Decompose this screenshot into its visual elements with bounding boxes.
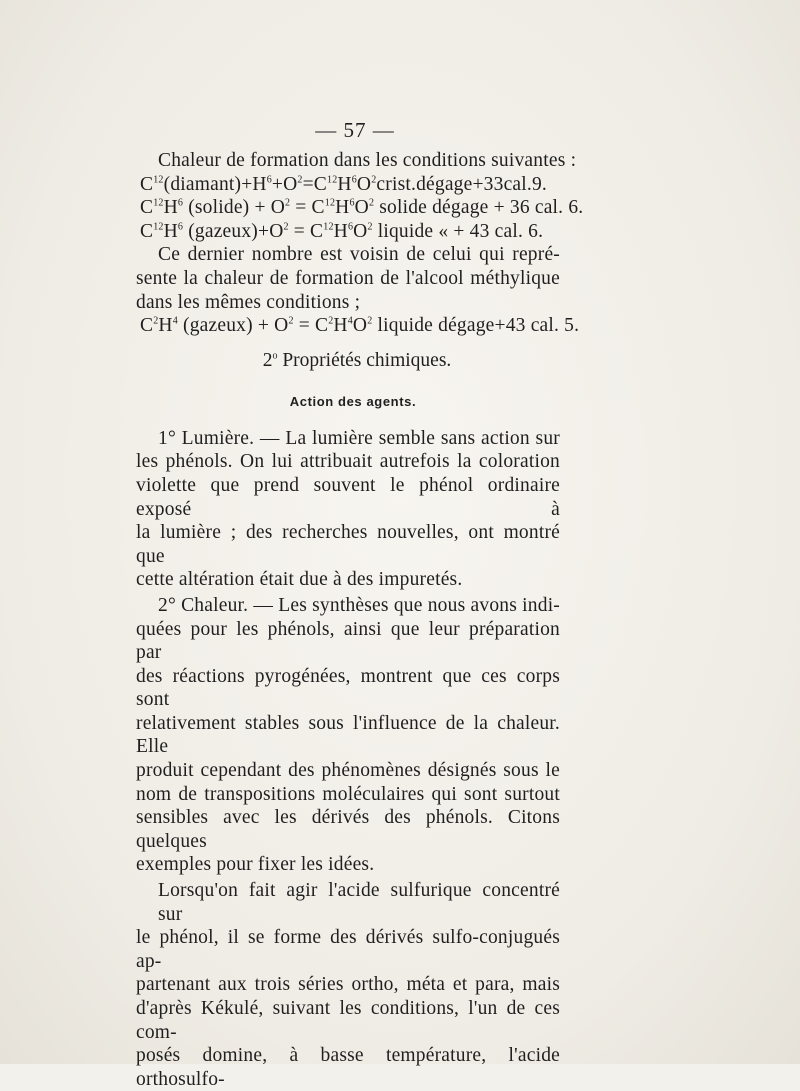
paragraph-line: la lumière ; des recherches nouvelles, ont montré que <box>136 522 560 567</box>
paragraph-chaleur <box>136 594 560 877</box>
paragraph-line: 2° Chaleur. — Les synthèses que nous avons indi- <box>158 594 560 616</box>
page-content <box>136 118 584 1091</box>
formula-line-4: $C^2H^4$ (gazeux) + $O^2 = C^2H^4O^2$ liquide dégage+43 cal. 5. <box>140 315 580 337</box>
paragraph-line: Lorsqu'on fait agir l'acide sulfurique concentré sur <box>158 880 560 925</box>
paragraph-line: 1° Lumière. — La lumière semble sans action sur <box>158 427 560 449</box>
formula-line-1: $C^{12}(diamant)+H^6+O^2=C^{12}H^6O^2crist.dégage+33cal.9$. <box>140 173 548 195</box>
paragraph-line: posés domine, à basse température, l'acide orthosulfo- <box>136 1045 560 1090</box>
paragraph-line: produit cependant des phénomènes désignés sous le <box>136 760 560 782</box>
section-title: 2$^o$ Propriétés chimiques. <box>262 349 452 371</box>
paragraph-line: violette que prend souvent le phénol ordinaire exposé à <box>136 474 560 520</box>
paragraph-line: partenant aux trois séries ortho, méta et para, mais <box>136 974 560 996</box>
paragraph-line: cette altération était due à des impuretés. <box>136 569 463 591</box>
paragraph-lumiere <box>136 427 560 592</box>
paragraph-line: sente la chaleur de formation de l'alcool méthylique <box>136 267 560 289</box>
paragraph-line: dans les mêmes conditions ; <box>136 291 361 313</box>
heading-line: Chaleur de formation dans les conditions suivantes : <box>158 150 577 171</box>
paragraph-line: nom de transpositions moléculaires qui sont surtout <box>136 783 560 805</box>
paragraph-acide <box>136 879 560 1091</box>
formula-line-3: $C^{12}H^6$ $(gazeux)+O^2 = C^{12}H^6O^2$ liquide « + 43 cal. 6. <box>140 220 544 242</box>
paragraph-line: Ce dernier nombre est voisin de celui qui repré- <box>158 244 560 266</box>
page-number: — 57 — <box>315 118 395 142</box>
paragraph-line: sensibles avec les dérivés des phénols. Citons quelques <box>136 807 560 852</box>
paragraph-line: quées pour les phénols, ainsi que leur préparation par <box>136 618 560 664</box>
paragraph-line: des réactions pyrogénées, montrent que ces corps sont <box>136 665 560 711</box>
paragraph-line: les phénols. On lui attribuait autrefois la coloration <box>136 451 560 473</box>
paragraph-line: relativement stables sous l'influence de la chaleur. Elle <box>136 712 560 758</box>
paragraph-line: d'après Kékulé, suivant les conditions, l'un de ces com- <box>136 998 560 1043</box>
formula-line-2: $C^{12}H^6$ (solide) + $O^2 = C^{12}H^6O^2$ solide dégage + 36 cal. 6. <box>140 197 584 219</box>
paragraph-line: exemples pour fixer les idées. <box>136 854 375 876</box>
subheading: Action des agents. <box>289 393 417 409</box>
paragraph-line: le phénol, il se forme des dérivés sulfo-conjugués ap- <box>136 927 560 972</box>
